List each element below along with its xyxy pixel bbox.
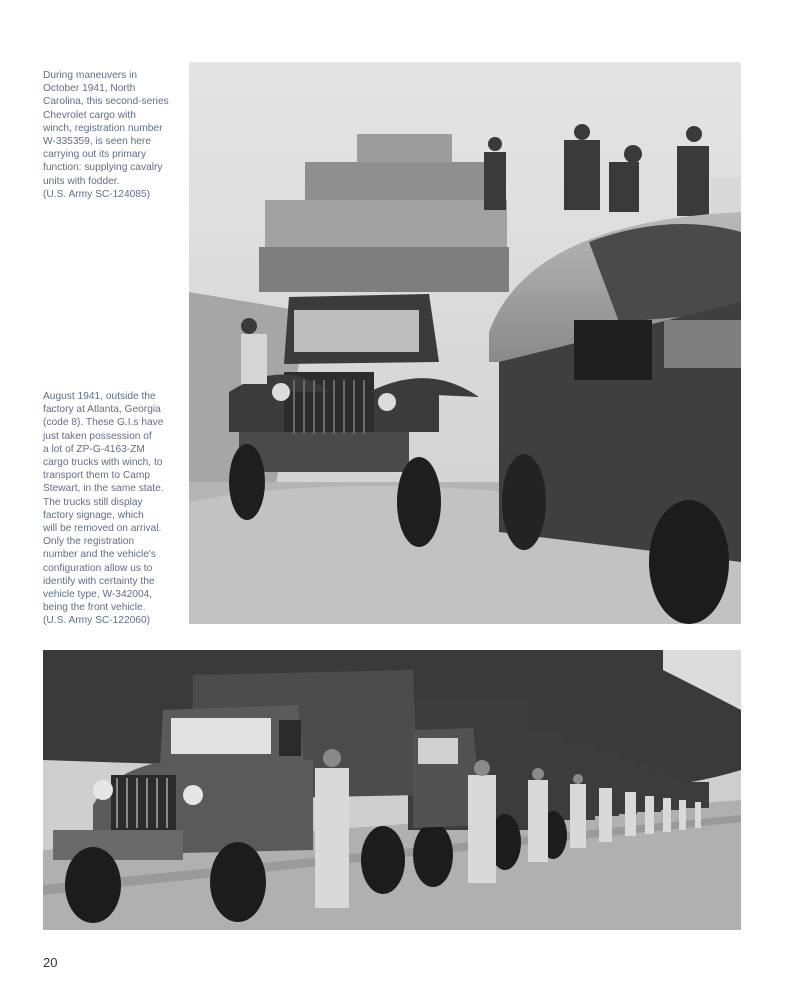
photo-hay-trucks bbox=[189, 62, 741, 624]
hay-trucks-image bbox=[189, 62, 741, 624]
photo-truck-convoy bbox=[43, 650, 741, 930]
caption-truck-convoy: August 1941, outside the factory at Atlanta, Georgia (code 8). These G.I.s have just taken possession of a lot of ZP-G-4163-ZM cargo trucks with winch, to transport them to Camp Stewart, in the same state. The trucks still display factory signage, which will be removed on arrival. Only the registration number and the vehicle's configuration allow us to identify with certainty the vehicle type, W-342004, being the front vehicle. (U.S. Army SC-122060) bbox=[43, 391, 164, 627]
caption-hay-trucks: During maneuvers in October 1941, North Carolina, this second-series Chevrolet cargo with winch, registration number W-335359, is seen here carrying out its primary function: supplying cavalry units with fodder. (U.S. Army SC-124085) bbox=[43, 70, 169, 200]
truck-convoy-image bbox=[43, 650, 741, 930]
page-number: 20 bbox=[43, 955, 58, 970]
